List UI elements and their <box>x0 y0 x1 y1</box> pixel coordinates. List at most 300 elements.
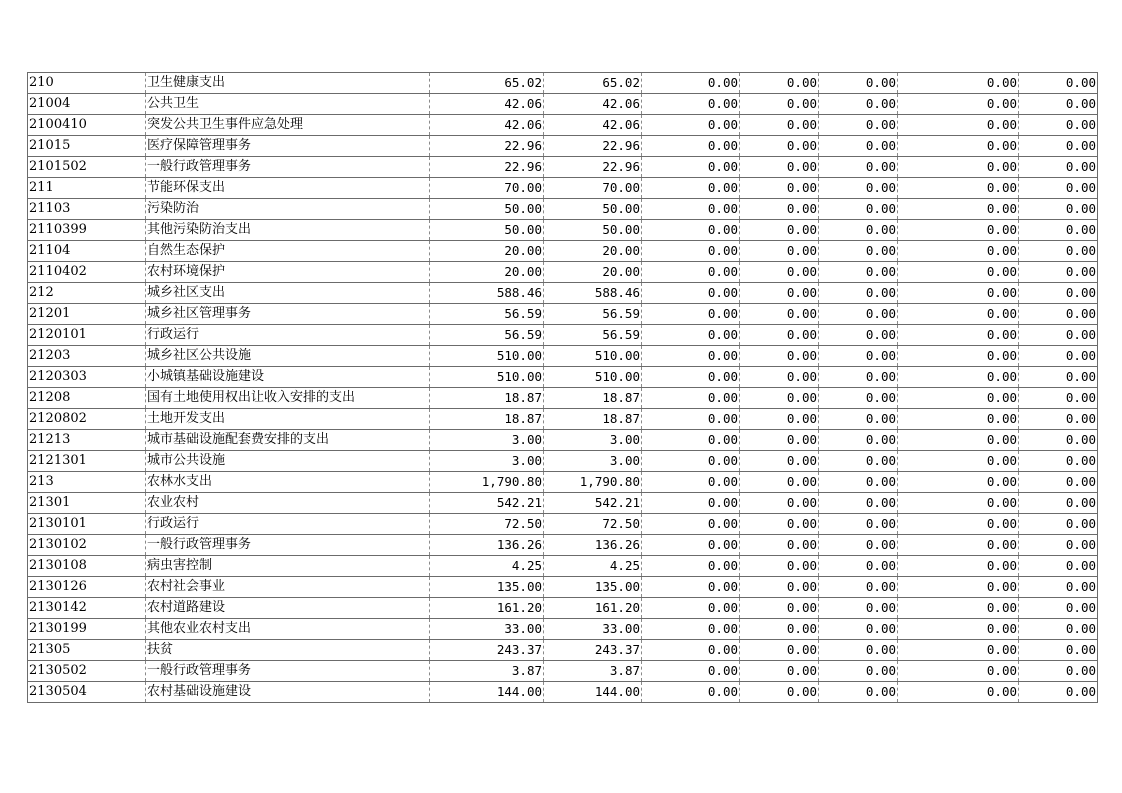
amount-cell: 0.00 <box>819 619 898 640</box>
amount-cell: 1,790.80 <box>544 472 642 493</box>
amount-cell: 0.00 <box>898 220 1019 241</box>
amount-cell: 0.00 <box>740 682 819 703</box>
amount-cell: 0.00 <box>1019 136 1098 157</box>
amount-cell: 0.00 <box>1019 682 1098 703</box>
amount-cell: 0.00 <box>898 241 1019 262</box>
amount-cell: 0.00 <box>819 178 898 199</box>
amount-cell: 20.00 <box>430 262 544 283</box>
amount-cell: 0.00 <box>898 661 1019 682</box>
amount-cell: 3.00 <box>430 430 544 451</box>
subject-code-cell: 211 <box>28 178 146 199</box>
table-row <box>28 178 1098 199</box>
amount-cell: 0.00 <box>642 283 740 304</box>
amount-cell: 0.00 <box>898 535 1019 556</box>
amount-cell: 0.00 <box>1019 115 1098 136</box>
amount-cell: 0.00 <box>740 451 819 472</box>
subject-name-cell: 城乡社区公共设施 <box>146 346 430 367</box>
subject-code-cell: 210 <box>28 73 146 94</box>
amount-cell: 0.00 <box>642 220 740 241</box>
amount-cell: 20.00 <box>544 262 642 283</box>
amount-cell: 0.00 <box>819 493 898 514</box>
amount-cell: 0.00 <box>1019 283 1098 304</box>
amount-cell: 0.00 <box>642 346 740 367</box>
subject-name-cell: 土地开发支出 <box>146 409 430 430</box>
table-row <box>28 640 1098 661</box>
amount-cell: 50.00 <box>430 220 544 241</box>
amount-cell: 0.00 <box>819 661 898 682</box>
amount-cell: 0.00 <box>819 94 898 115</box>
amount-cell: 0.00 <box>740 640 819 661</box>
amount-cell: 510.00 <box>544 346 642 367</box>
subject-code-cell: 2130142 <box>28 598 146 619</box>
table-row <box>28 94 1098 115</box>
amount-cell: 0.00 <box>740 73 819 94</box>
table-row <box>28 220 1098 241</box>
subject-name-cell: 农业农村 <box>146 493 430 514</box>
subject-name-cell: 城乡社区支出 <box>146 283 430 304</box>
amount-cell: 136.26 <box>430 535 544 556</box>
amount-cell: 161.20 <box>544 598 642 619</box>
amount-cell: 0.00 <box>819 388 898 409</box>
table-row <box>28 325 1098 346</box>
table-row <box>28 577 1098 598</box>
amount-cell: 0.00 <box>642 178 740 199</box>
amount-cell: 0.00 <box>819 325 898 346</box>
amount-cell: 0.00 <box>740 262 819 283</box>
amount-cell: 0.00 <box>642 262 740 283</box>
table-row <box>28 682 1098 703</box>
table-row <box>28 346 1098 367</box>
amount-cell: 0.00 <box>898 199 1019 220</box>
table-row <box>28 409 1098 430</box>
amount-cell: 0.00 <box>898 409 1019 430</box>
subject-name-cell: 农村道路建设 <box>146 598 430 619</box>
amount-cell: 50.00 <box>544 199 642 220</box>
amount-cell: 0.00 <box>740 115 819 136</box>
amount-cell: 0.00 <box>1019 535 1098 556</box>
amount-cell: 0.00 <box>898 325 1019 346</box>
amount-cell: 0.00 <box>1019 577 1098 598</box>
subject-name-cell: 一般行政管理事务 <box>146 535 430 556</box>
subject-name-cell: 农村环境保护 <box>146 262 430 283</box>
amount-cell: 3.87 <box>430 661 544 682</box>
amount-cell: 0.00 <box>1019 661 1098 682</box>
amount-cell: 0.00 <box>1019 598 1098 619</box>
amount-cell: 0.00 <box>898 577 1019 598</box>
amount-cell: 42.06 <box>544 115 642 136</box>
subject-name-cell: 病虫害控制 <box>146 556 430 577</box>
subject-code-cell: 2100410 <box>28 115 146 136</box>
table-row <box>28 430 1098 451</box>
amount-cell: 0.00 <box>740 661 819 682</box>
subject-name-cell: 节能环保支出 <box>146 178 430 199</box>
amount-cell: 0.00 <box>898 451 1019 472</box>
amount-cell: 0.00 <box>819 367 898 388</box>
subject-name-cell: 扶贫 <box>146 640 430 661</box>
subject-code-cell: 2110402 <box>28 262 146 283</box>
amount-cell: 136.26 <box>544 535 642 556</box>
amount-cell: 0.00 <box>740 346 819 367</box>
amount-cell: 0.00 <box>1019 430 1098 451</box>
amount-cell: 42.06 <box>430 94 544 115</box>
table-row <box>28 619 1098 640</box>
amount-cell: 0.00 <box>1019 94 1098 115</box>
amount-cell: 0.00 <box>642 493 740 514</box>
amount-cell: 135.00 <box>430 577 544 598</box>
amount-cell: 50.00 <box>430 199 544 220</box>
subject-name-cell: 突发公共卫生事件应急处理 <box>146 115 430 136</box>
amount-cell: 0.00 <box>642 619 740 640</box>
amount-cell: 0.00 <box>740 367 819 388</box>
table-row <box>28 451 1098 472</box>
amount-cell: 0.00 <box>642 514 740 535</box>
amount-cell: 0.00 <box>819 514 898 535</box>
amount-cell: 0.00 <box>740 409 819 430</box>
subject-name-cell: 国有土地使用权出让收入安排的支出 <box>146 388 430 409</box>
amount-cell: 0.00 <box>642 430 740 451</box>
amount-cell: 0.00 <box>1019 640 1098 661</box>
subject-code-cell: 2130102 <box>28 535 146 556</box>
subject-code-cell: 213 <box>28 472 146 493</box>
amount-cell: 0.00 <box>642 661 740 682</box>
amount-cell: 3.00 <box>544 430 642 451</box>
amount-cell: 144.00 <box>430 682 544 703</box>
amount-cell: 0.00 <box>740 388 819 409</box>
amount-cell: 0.00 <box>819 640 898 661</box>
subject-code-cell: 2120802 <box>28 409 146 430</box>
subject-code-cell: 2130101 <box>28 514 146 535</box>
amount-cell: 0.00 <box>642 94 740 115</box>
amount-cell: 0.00 <box>1019 409 1098 430</box>
amount-cell: 72.50 <box>430 514 544 535</box>
subject-name-cell: 其他污染防治支出 <box>146 220 430 241</box>
amount-cell: 0.00 <box>819 430 898 451</box>
amount-cell: 588.46 <box>430 283 544 304</box>
amount-cell: 0.00 <box>819 157 898 178</box>
subject-code-cell: 2120303 <box>28 367 146 388</box>
amount-cell: 0.00 <box>898 682 1019 703</box>
amount-cell: 0.00 <box>740 136 819 157</box>
amount-cell: 0.00 <box>898 157 1019 178</box>
subject-code-cell: 2130199 <box>28 619 146 640</box>
amount-cell: 0.00 <box>1019 514 1098 535</box>
table-row <box>28 115 1098 136</box>
amount-cell: 0.00 <box>740 157 819 178</box>
amount-cell: 0.00 <box>642 136 740 157</box>
subject-code-cell: 21201 <box>28 304 146 325</box>
amount-cell: 0.00 <box>898 346 1019 367</box>
amount-cell: 0.00 <box>642 388 740 409</box>
subject-code-cell: 2120101 <box>28 325 146 346</box>
amount-cell: 0.00 <box>898 262 1019 283</box>
amount-cell: 20.00 <box>430 241 544 262</box>
amount-cell: 510.00 <box>544 367 642 388</box>
amount-cell: 0.00 <box>642 157 740 178</box>
amount-cell: 0.00 <box>898 430 1019 451</box>
amount-cell: 0.00 <box>819 199 898 220</box>
subject-name-cell: 城市公共设施 <box>146 451 430 472</box>
amount-cell: 0.00 <box>642 472 740 493</box>
amount-cell: 0.00 <box>898 514 1019 535</box>
table-row <box>28 136 1098 157</box>
amount-cell: 135.00 <box>544 577 642 598</box>
amount-cell: 42.06 <box>430 115 544 136</box>
amount-cell: 0.00 <box>1019 556 1098 577</box>
amount-cell: 3.87 <box>544 661 642 682</box>
amount-cell: 33.00 <box>544 619 642 640</box>
amount-cell: 22.96 <box>430 157 544 178</box>
amount-cell: 0.00 <box>819 346 898 367</box>
amount-cell: 243.37 <box>544 640 642 661</box>
table-row <box>28 535 1098 556</box>
table-row <box>28 73 1098 94</box>
amount-cell: 0.00 <box>898 472 1019 493</box>
amount-cell: 56.59 <box>544 304 642 325</box>
amount-cell: 0.00 <box>642 73 740 94</box>
amount-cell: 18.87 <box>544 409 642 430</box>
subject-code-cell: 2101502 <box>28 157 146 178</box>
amount-cell: 0.00 <box>819 598 898 619</box>
amount-cell: 22.96 <box>430 136 544 157</box>
amount-cell: 0.00 <box>1019 472 1098 493</box>
amount-cell: 0.00 <box>740 199 819 220</box>
amount-cell: 70.00 <box>544 178 642 199</box>
amount-cell: 0.00 <box>740 241 819 262</box>
subject-name-cell: 卫生健康支出 <box>146 73 430 94</box>
subject-code-cell: 21301 <box>28 493 146 514</box>
amount-cell: 0.00 <box>819 304 898 325</box>
amount-cell: 0.00 <box>642 241 740 262</box>
subject-code-cell: 2121301 <box>28 451 146 472</box>
amount-cell: 4.25 <box>430 556 544 577</box>
subject-name-cell: 一般行政管理事务 <box>146 661 430 682</box>
amount-cell: 33.00 <box>430 619 544 640</box>
amount-cell: 3.00 <box>430 451 544 472</box>
amount-cell: 0.00 <box>1019 451 1098 472</box>
amount-cell: 0.00 <box>1019 619 1098 640</box>
amount-cell: 0.00 <box>898 388 1019 409</box>
subject-name-cell: 农林水支出 <box>146 472 430 493</box>
subject-name-cell: 自然生态保护 <box>146 241 430 262</box>
amount-cell: 0.00 <box>898 598 1019 619</box>
amount-cell: 0.00 <box>819 556 898 577</box>
amount-cell: 0.00 <box>1019 157 1098 178</box>
amount-cell: 0.00 <box>1019 262 1098 283</box>
amount-cell: 18.87 <box>430 388 544 409</box>
subject-code-cell: 21213 <box>28 430 146 451</box>
amount-cell: 0.00 <box>898 115 1019 136</box>
amount-cell: 18.87 <box>430 409 544 430</box>
table-row <box>28 304 1098 325</box>
amount-cell: 0.00 <box>1019 493 1098 514</box>
amount-cell: 0.00 <box>740 283 819 304</box>
amount-cell: 0.00 <box>1019 388 1098 409</box>
subject-code-cell: 21104 <box>28 241 146 262</box>
amount-cell: 161.20 <box>430 598 544 619</box>
amount-cell: 65.02 <box>544 73 642 94</box>
table-row <box>28 388 1098 409</box>
amount-cell: 65.02 <box>430 73 544 94</box>
amount-cell: 0.00 <box>1019 178 1098 199</box>
amount-cell: 0.00 <box>740 514 819 535</box>
amount-cell: 0.00 <box>642 640 740 661</box>
table-row <box>28 514 1098 535</box>
amount-cell: 0.00 <box>740 178 819 199</box>
subject-code-cell: 2130126 <box>28 577 146 598</box>
table-row <box>28 262 1098 283</box>
amount-cell: 0.00 <box>642 367 740 388</box>
amount-cell: 0.00 <box>642 451 740 472</box>
amount-cell: 0.00 <box>1019 346 1098 367</box>
amount-cell: 1,790.80 <box>430 472 544 493</box>
amount-cell: 0.00 <box>1019 220 1098 241</box>
amount-cell: 0.00 <box>898 178 1019 199</box>
subject-name-cell: 城市基础设施配套费安排的支出 <box>146 430 430 451</box>
table-row <box>28 367 1098 388</box>
amount-cell: 70.00 <box>430 178 544 199</box>
subject-code-cell: 212 <box>28 283 146 304</box>
budget-expenditure-table <box>27 72 1098 703</box>
subject-code-cell: 21015 <box>28 136 146 157</box>
amount-cell: 56.59 <box>430 304 544 325</box>
amount-cell: 0.00 <box>819 220 898 241</box>
amount-cell: 0.00 <box>1019 367 1098 388</box>
amount-cell: 0.00 <box>898 304 1019 325</box>
amount-cell: 0.00 <box>819 241 898 262</box>
subject-code-cell: 2130504 <box>28 682 146 703</box>
amount-cell: 0.00 <box>819 682 898 703</box>
amount-cell: 0.00 <box>740 304 819 325</box>
subject-name-cell: 污染防治 <box>146 199 430 220</box>
subject-name-cell: 农村社会事业 <box>146 577 430 598</box>
table-row <box>28 598 1098 619</box>
table-body <box>28 73 1098 703</box>
amount-cell: 0.00 <box>1019 199 1098 220</box>
amount-cell: 0.00 <box>642 598 740 619</box>
amount-cell: 0.00 <box>898 640 1019 661</box>
amount-cell: 0.00 <box>740 472 819 493</box>
amount-cell: 0.00 <box>740 535 819 556</box>
amount-cell: 588.46 <box>544 283 642 304</box>
amount-cell: 0.00 <box>1019 241 1098 262</box>
amount-cell: 0.00 <box>1019 325 1098 346</box>
amount-cell: 0.00 <box>1019 304 1098 325</box>
amount-cell: 50.00 <box>544 220 642 241</box>
amount-cell: 0.00 <box>819 283 898 304</box>
table-row <box>28 472 1098 493</box>
amount-cell: 20.00 <box>544 241 642 262</box>
amount-cell: 0.00 <box>740 430 819 451</box>
amount-cell: 0.00 <box>819 535 898 556</box>
subject-code-cell: 2110399 <box>28 220 146 241</box>
table-row <box>28 493 1098 514</box>
amount-cell: 0.00 <box>740 598 819 619</box>
amount-cell: 0.00 <box>642 325 740 346</box>
subject-code-cell: 21305 <box>28 640 146 661</box>
amount-cell: 56.59 <box>544 325 642 346</box>
amount-cell: 3.00 <box>544 451 642 472</box>
amount-cell: 0.00 <box>642 682 740 703</box>
table-row <box>28 283 1098 304</box>
amount-cell: 0.00 <box>898 283 1019 304</box>
amount-cell: 0.00 <box>898 73 1019 94</box>
amount-cell: 510.00 <box>430 367 544 388</box>
amount-cell: 0.00 <box>642 115 740 136</box>
table-row <box>28 556 1098 577</box>
subject-code-cell: 21208 <box>28 388 146 409</box>
amount-cell: 0.00 <box>740 493 819 514</box>
amount-cell: 0.00 <box>642 535 740 556</box>
amount-cell: 0.00 <box>898 556 1019 577</box>
amount-cell: 56.59 <box>430 325 544 346</box>
amount-cell: 42.06 <box>544 94 642 115</box>
amount-cell: 0.00 <box>898 94 1019 115</box>
amount-cell: 0.00 <box>819 577 898 598</box>
amount-cell: 0.00 <box>819 451 898 472</box>
amount-cell: 0.00 <box>819 136 898 157</box>
amount-cell: 72.50 <box>544 514 642 535</box>
amount-cell: 0.00 <box>642 304 740 325</box>
amount-cell: 0.00 <box>819 115 898 136</box>
amount-cell: 0.00 <box>642 199 740 220</box>
amount-cell: 0.00 <box>740 325 819 346</box>
amount-cell: 0.00 <box>740 94 819 115</box>
amount-cell: 0.00 <box>642 409 740 430</box>
amount-cell: 0.00 <box>642 556 740 577</box>
amount-cell: 22.96 <box>544 136 642 157</box>
table-row <box>28 157 1098 178</box>
subject-name-cell: 公共卫生 <box>146 94 430 115</box>
table-row <box>28 241 1098 262</box>
subject-code-cell: 21203 <box>28 346 146 367</box>
subject-code-cell: 2130108 <box>28 556 146 577</box>
amount-cell: 0.00 <box>898 619 1019 640</box>
amount-cell: 0.00 <box>819 262 898 283</box>
amount-cell: 243.37 <box>430 640 544 661</box>
subject-code-cell: 21103 <box>28 199 146 220</box>
amount-cell: 0.00 <box>898 493 1019 514</box>
subject-name-cell: 行政运行 <box>146 514 430 535</box>
amount-cell: 0.00 <box>898 136 1019 157</box>
subject-name-cell: 小城镇基础设施建设 <box>146 367 430 388</box>
amount-cell: 22.96 <box>544 157 642 178</box>
amount-cell: 542.21 <box>544 493 642 514</box>
amount-cell: 18.87 <box>544 388 642 409</box>
subject-name-cell: 其他农业农村支出 <box>146 619 430 640</box>
subject-name-cell: 一般行政管理事务 <box>146 157 430 178</box>
amount-cell: 0.00 <box>819 409 898 430</box>
subject-name-cell: 城乡社区管理事务 <box>146 304 430 325</box>
amount-cell: 0.00 <box>740 220 819 241</box>
subject-code-cell: 2130502 <box>28 661 146 682</box>
amount-cell: 0.00 <box>642 577 740 598</box>
amount-cell: 542.21 <box>430 493 544 514</box>
table-row <box>28 199 1098 220</box>
amount-cell: 144.00 <box>544 682 642 703</box>
subject-code-cell: 21004 <box>28 94 146 115</box>
subject-name-cell: 行政运行 <box>146 325 430 346</box>
subject-name-cell: 农村基础设施建设 <box>146 682 430 703</box>
amount-cell: 0.00 <box>898 367 1019 388</box>
table-row <box>28 661 1098 682</box>
amount-cell: 0.00 <box>740 556 819 577</box>
amount-cell: 0.00 <box>740 577 819 598</box>
amount-cell: 0.00 <box>819 73 898 94</box>
amount-cell: 0.00 <box>740 619 819 640</box>
amount-cell: 510.00 <box>430 346 544 367</box>
amount-cell: 4.25 <box>544 556 642 577</box>
amount-cell: 0.00 <box>1019 73 1098 94</box>
